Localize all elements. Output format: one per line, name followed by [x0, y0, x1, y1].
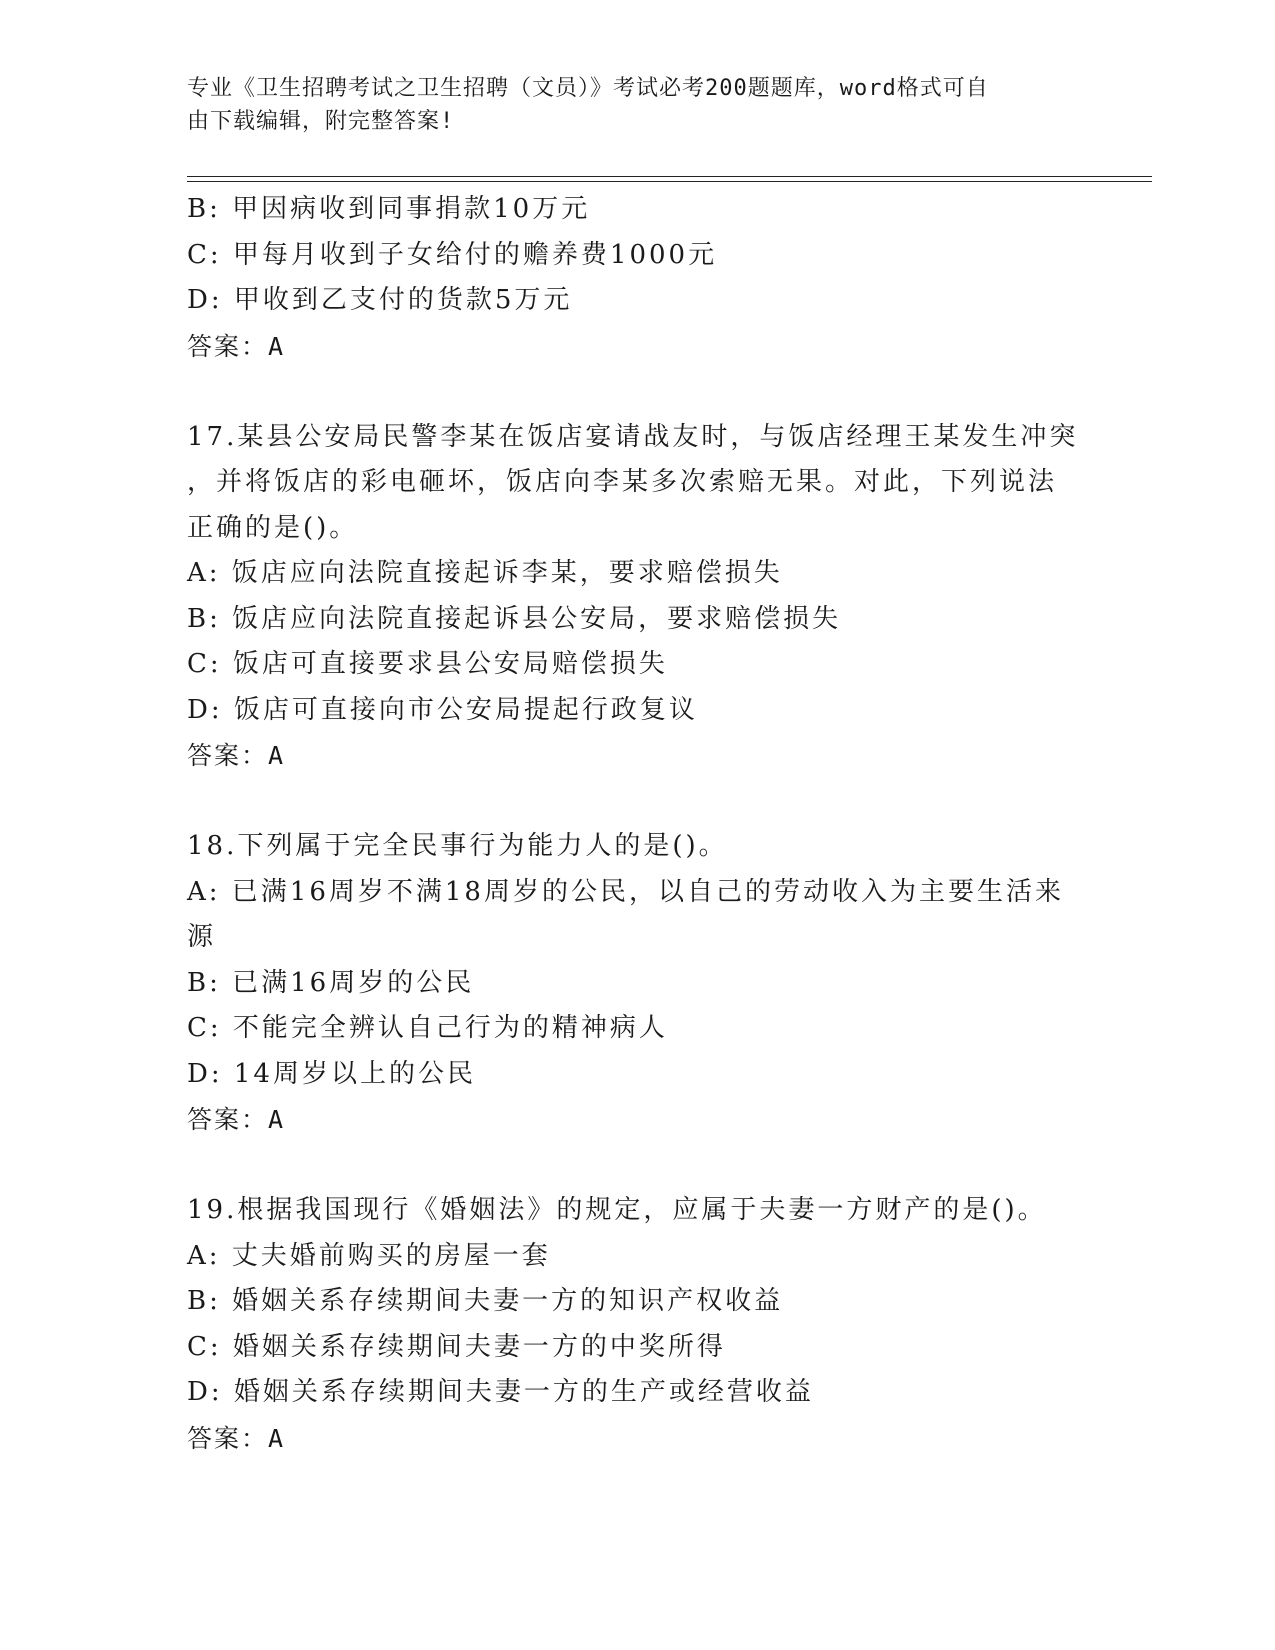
option-d: D: 14周岁以上的公民: [187, 1058, 476, 1089]
answer-line: 答案：A: [187, 741, 286, 770]
option-c: C: 饭店可直接要求县公安局赔偿损失: [187, 649, 668, 679]
option-a-continued: 源: [187, 922, 217, 952]
page-header: [187, 72, 1067, 138]
spacer: [187, 369, 1087, 415]
option-b: B: 饭店应向法院直接起诉县公安局，要求赔偿损失: [187, 603, 842, 634]
answer-line: 答案：A: [187, 331, 286, 361]
question-stem-line: 19.根据我国现行《婚姻法》的规定，应属于夫妻一方财产的是()。: [187, 1195, 1047, 1225]
answer-line: 答案：A: [187, 1423, 286, 1453]
option-b: B: 甲因病收到同事捐款10万元: [187, 194, 591, 224]
option-d: D: 饭店可直接向市公安局提起行政复议: [187, 694, 698, 725]
question-stem-line: 18.下列属于完全民事行为能力人的是()。: [187, 831, 728, 861]
option-a: A: 已满16周岁不满18周岁的公民，以自己的劳动收入为主要生活来: [187, 876, 1064, 907]
question-17: [187, 415, 1087, 779]
option-a: A: 饭店应向法院直接起诉李某，要求赔偿损失: [187, 558, 783, 588]
header-double-rule: [187, 176, 1152, 182]
question-list: [187, 187, 1087, 1461]
question-stem-line: ，并将饭店的彩电砸坏，饭店向李某多次索赔无果。对此，下列说法: [187, 467, 1058, 497]
answer-line: 答案：A: [187, 1105, 286, 1134]
question-19: [187, 1188, 1087, 1461]
option-d: D: 婚姻关系存续期间夫妻一方的生产或经营收益: [187, 1377, 814, 1407]
option-b: B: 已满16周岁的公民: [187, 967, 475, 998]
option-d: D: 甲收到乙支付的货款5万元: [187, 285, 573, 315]
option-c: C: 甲每月收到子女给付的赡养费1000元: [187, 239, 718, 270]
question-stem-line: 正确的是()。: [187, 512, 359, 543]
header-line-2: 由下载编辑，附完整答案!: [187, 109, 455, 134]
spacer: [187, 1143, 1087, 1189]
header-line-1: 专业《卫生招聘考试之卫生招聘（文员）》考试必考200题题库，word格式可自: [187, 76, 989, 101]
spacer: [187, 779, 1087, 825]
option-b: B: 婚姻关系存续期间夫妻一方的知识产权收益: [187, 1286, 784, 1316]
question-stem-line: 17.某县公安局民警李某在饭店宴请战友时，与饭店经理王某发生冲突: [187, 421, 1079, 452]
prev-question-block: [187, 187, 1087, 369]
option-c: C: 婚姻关系存续期间夫妻一方的中奖所得: [187, 1331, 726, 1362]
option-c: C: 不能完全辨认自己行为的精神病人: [187, 1013, 668, 1043]
question-18: [187, 824, 1087, 1143]
option-a: A: 丈夫婚前购买的房屋一套: [187, 1240, 551, 1271]
